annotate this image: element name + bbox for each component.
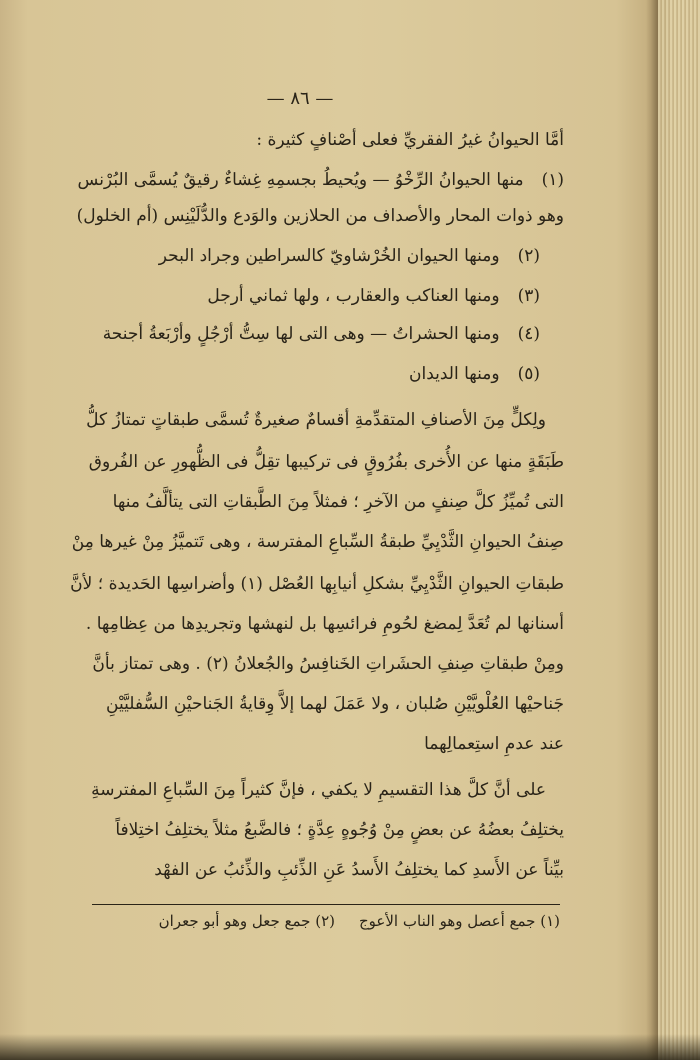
paragraph-1-line: ولِكلٍّ مِنَ الأصنافِ المتقدِّمةِ أقسامٌ صغيرةٌ تُسمَّى طبقاتٍ تمتازُ كلُّ [86,410,546,430]
list-item-1-continued: وهو ذوات المحار والأصداف من الحلازين والوَدع والدُّلَيْنِس (أم الخلول) [76,206,564,226]
paragraph-2-line: يختلِفُ بعضُهُ عن بعضٍ مِنْ وُجُوهٍ عِدَّةٍ ؛ فالضَّبعُ مثلاً يختلِفُ اختِلافاً [115,820,564,840]
list-item-2 [159,248,540,265]
paragraph-1-line: التى تُميِّزُ كلَّ صِنفٍ من الآخرِ ؛ فمثلاً مِنَ الطَّبقاتِ التى يتألَّفُ منها [112,492,564,512]
list-item-text: منها الحيوانُ الرِّخْوُ — ويُحيطُ بجسمِهِ غِشاءٌ رقيقٌ يُسمَّى البُرْنس [77,170,524,190]
list-item-5 [409,366,540,383]
paragraph-1-line: طَبَقَةٍ منها عن الأُخرى بفُرُوقٍ فى تركيبها تقِلُّ فى الظُّهورِ عن الفُروق [88,452,564,472]
list-item-3 [207,288,540,305]
list-item-number: (٣) [517,286,540,306]
list-item-text: ومنها الحشراتُ — وهى التى لها سِتُّ أرْجُلٍ وأرْبَعةُ أجنحة [102,324,500,344]
list-item-number: (٤) [517,324,540,344]
page-bottom-shadow [0,1034,700,1060]
list-item-number: (١) [541,170,564,190]
paragraph-1-line: عند عدمِ استِعمالِهما [424,734,564,754]
paragraph-1-line: أسنانها لم تُعَدَّ لِمضغ لحُومِ فرائسِها بل لنهشها وتجريدِها من عِظامِها . [85,614,564,634]
paragraph-2-line: على أنَّ كلَّ هذا التقسيمِ لا يكفي ، فإنَّ كثيراً مِنَ السِّباعِ المفترسةِ [91,780,546,800]
list-item-text: ومنها العناكب والعقارب ، ولها ثماني أرجل [207,286,500,306]
paragraph-1-line: صِنفُ الحيوانِ الثَّدْيِيِّ طبقةُ السِّباعِ المفترسة ، وهى تَتميَّزُ مِنْ غيرها مِنْ [71,532,564,552]
page-number: — ٨٦ — [266,88,334,109]
list-item-1 [78,172,564,189]
footnote-1: (١) جمع أعصل وهو الناب الأعوج [359,912,560,930]
footnotes [90,912,560,930]
list-item-number: (٥) [517,364,540,384]
footnote-2: (٢) جمع جعل وهو أبو جعران [158,912,335,930]
paragraph-1-line: جَناحيْها العُلْويَّيْنِ صُلبان ، ولا عَمَلَ لهما إلاَّ وِقايةُ الجَناحيْنِ السُّفليَّيْنِ [106,694,564,714]
book-page-edges [658,0,700,1060]
list-item-text: ومنها الحيوان الخُرْشاويّ كالسراطين وجراد البحر [158,246,500,266]
paragraph-1-line: ومِنْ طبقاتِ صِنفِ الحشَراتِ الخَنافِسُ والجُعلانُ (٢) . وهى تمتاز بأنَّ [92,654,564,674]
paragraph-1-line: طبقاتِ الحيوانِ الثَّدْيِيِّ بشكلِ أنيابِها العُصْل (١) وأضراسِها الحَديدة ؛ لأنَّ [70,574,564,594]
list-item-number: (٢) [517,246,540,266]
intro-line: أمَّا الحيوانُ غيرُ الفقريِّ فعلى أصْنافٍ كثيرة : [256,130,564,150]
list-item-4 [103,326,540,343]
footnote-divider [92,904,560,905]
paragraph-2-line: بيِّناً عن الأَسدِ كما يختلِفُ الأَسدُ عَنِ الذِّئبِ والذِّئبُ عن الفهْد [154,860,564,880]
list-item-text: ومنها الديدان [409,364,500,384]
